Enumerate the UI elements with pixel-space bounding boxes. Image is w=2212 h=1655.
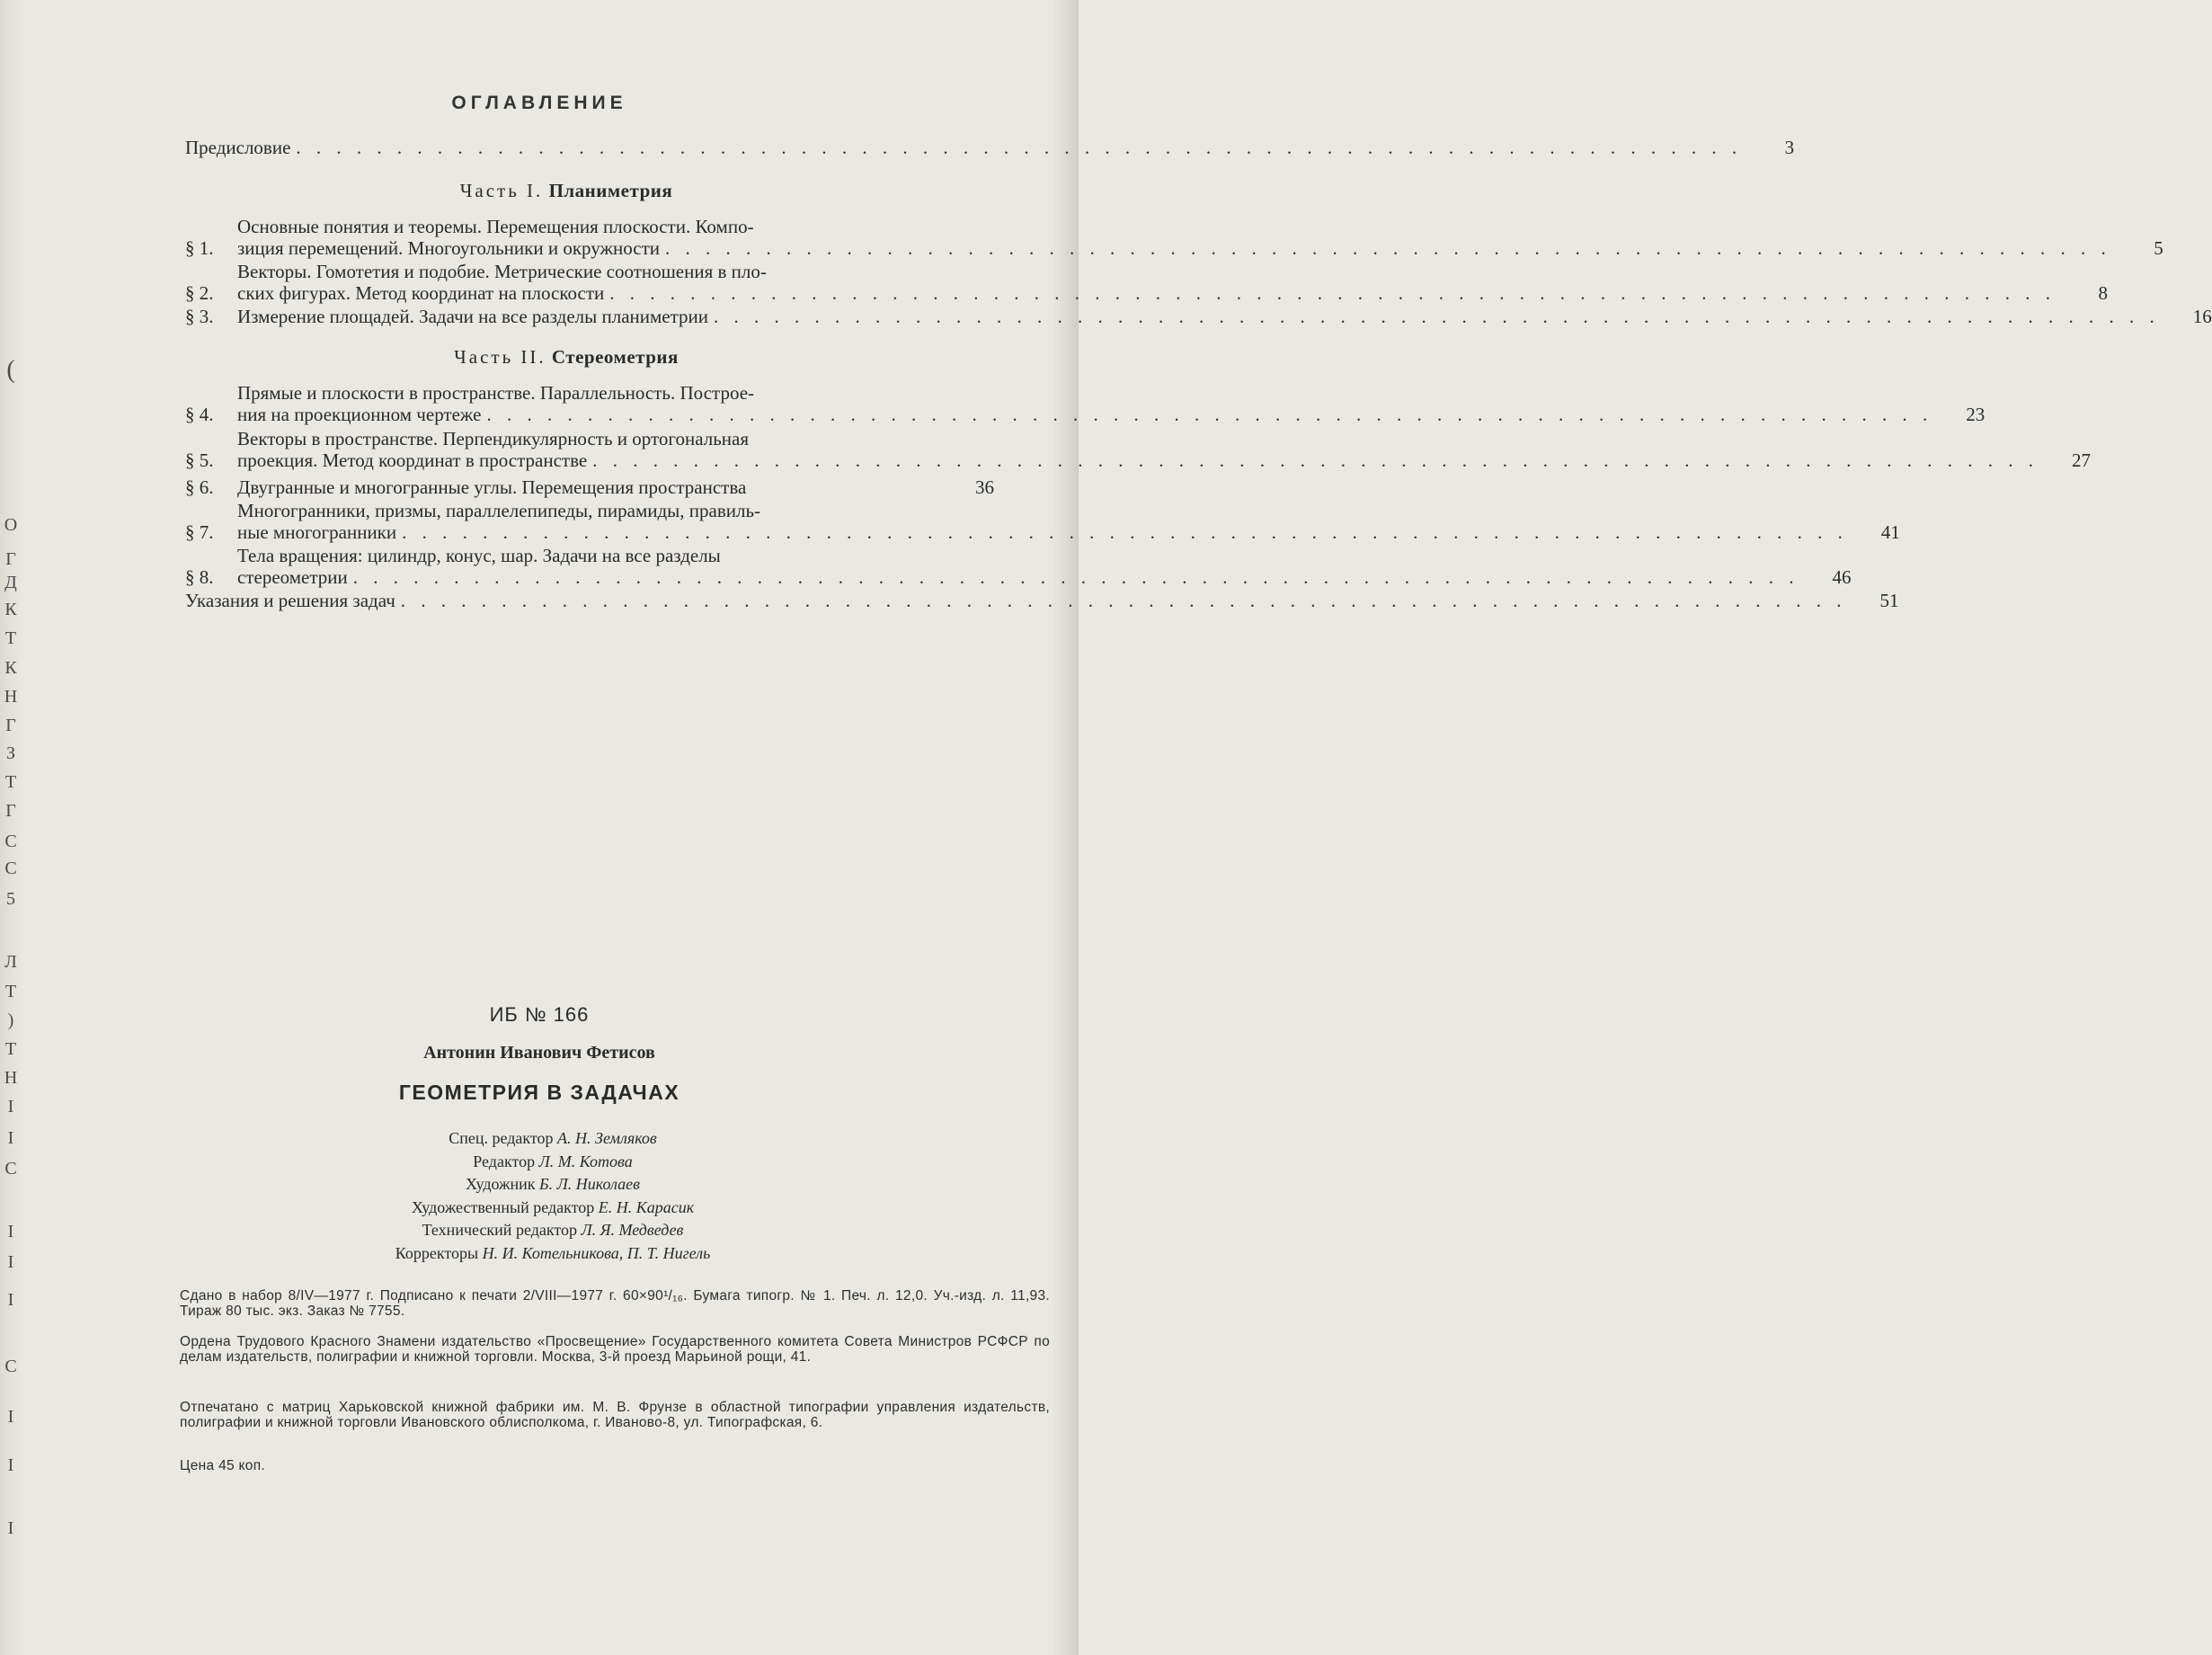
credit-role: Художественный редактор <box>411 1197 595 1216</box>
page-number: 51 <box>1879 590 1899 611</box>
margin-char: Т <box>4 1039 17 1059</box>
toc-entry-line: Многогранники, призмы, параллелепипеды, пирамиды, правиль- <box>237 500 761 521</box>
page-number: 27 <box>2071 449 2091 471</box>
section-number: § 8. <box>185 566 214 588</box>
toc-entry <box>185 428 2091 471</box>
margin-char: І <box>7 1290 14 1310</box>
margin-char: Л <box>4 952 17 972</box>
page-number: 46 <box>1832 566 1852 588</box>
credit-name: Л. Я. Медведев <box>581 1221 684 1239</box>
toc-entry-line: зиция перемещений. Многоугольники и окружности <box>237 237 660 259</box>
leader-dots <box>296 137 1742 158</box>
margin-char: С <box>4 1357 17 1376</box>
margin-char: Т <box>4 628 17 648</box>
credit-line <box>0 1127 1106 1151</box>
credit-role: Редактор <box>473 1152 536 1170</box>
credits-list <box>0 1127 1106 1265</box>
margin-char: О <box>4 515 18 535</box>
toc-entry-line: ния на проекционном чертеже <box>237 404 482 425</box>
credit-name: А. Н. Земляков <box>557 1129 657 1147</box>
book-title: ГЕОМЕТРИЯ В ЗАДАЧАХ <box>398 1081 680 1104</box>
toc-entry-line: ских фигурах. Метод координат на плоскости <box>237 282 605 304</box>
toc-entry <box>185 545 1852 588</box>
section-number: § 2. <box>185 282 214 304</box>
margin-char: Н <box>4 1068 18 1088</box>
page-number: 8 <box>2098 282 2108 304</box>
toc-entry-line: Основные понятия и теоремы. Перемещения плоскости. Компо- <box>237 216 754 237</box>
leader-dots <box>486 404 1932 425</box>
toc-entry-line: Векторы. Гомотетия и подобие. Метрические соотношения в пло- <box>237 261 767 282</box>
page-number: 5 <box>2154 237 2163 259</box>
credit-line <box>0 1219 1106 1242</box>
credit-role: Спец. редактор <box>449 1129 554 1147</box>
margin-char: К <box>4 658 17 678</box>
part-label: Часть I. <box>459 180 544 201</box>
margin-char: I <box>7 1097 14 1117</box>
margin-char: ) <box>7 1010 14 1030</box>
toc-hints <box>185 590 1899 611</box>
margin-char: І <box>7 1252 14 1272</box>
section-number: § 1. <box>185 237 214 259</box>
page-number: 23 <box>1966 404 1985 425</box>
page-number: 36 <box>975 476 994 498</box>
leader-dots <box>714 306 2160 327</box>
toc-entry <box>185 500 1900 543</box>
margin-char: С <box>4 832 17 851</box>
section-number: § 5. <box>185 449 214 471</box>
part-heading <box>185 346 994 368</box>
toc-entry <box>185 382 1985 425</box>
part-name: Стереометрия <box>551 346 679 368</box>
credit-role: Корректоры <box>395 1243 479 1262</box>
margin-char: С <box>4 859 17 878</box>
leader-dots <box>402 521 1848 543</box>
credit-name: Н. И. Котельникова, П. Т. Нигель <box>482 1243 711 1262</box>
part-name: Планиметрия <box>548 180 673 201</box>
margin-char: ( <box>6 356 15 384</box>
page-number: 41 <box>1880 521 1900 543</box>
margin-char: Г <box>5 549 16 569</box>
credit-name: Е. Н. Карасик <box>598 1197 695 1216</box>
toc-entry <box>185 216 2163 259</box>
section-number: § 6. <box>185 476 214 498</box>
page-number: 16 <box>2192 306 2212 327</box>
toc-entry-text: Предисловие <box>185 137 291 158</box>
price: Цена 45 коп. <box>180 1458 265 1473</box>
leader-dots <box>609 282 2056 304</box>
section-number: § 4. <box>185 404 214 425</box>
toc-entry-line: Прямые и плоскости в пространстве. Параллельность. Построе- <box>237 382 755 404</box>
margin-char: І <box>7 1128 14 1148</box>
margin-char: Г <box>5 801 16 821</box>
author-name: Антонин Иванович Фетисов <box>423 1043 655 1063</box>
leader-dots <box>353 566 1799 588</box>
margin-char: І <box>7 1518 14 1538</box>
margin-char: І <box>7 1455 14 1475</box>
margin-char: Т <box>4 982 17 1001</box>
margin-char: І <box>7 1222 14 1241</box>
toc-title: ОГЛАВЛЕНИЕ <box>451 93 627 113</box>
credit-line <box>0 1173 1106 1197</box>
margin-char: Н <box>4 687 18 707</box>
toc-entry-line: ные многогранники <box>237 521 397 543</box>
credit-role: Художник <box>466 1175 536 1193</box>
toc-entry-line: стереометрии <box>237 566 348 588</box>
toc-entry-line: Векторы в пространстве. Перпендикулярность и ортогональная <box>237 428 749 449</box>
toc-entry <box>185 476 994 498</box>
toc-entry <box>185 261 2108 304</box>
printer-info: Отпечатано с матриц Харьковской книжной фабрики им. М. В. Фрунзе в областной типографии управления издательств, полиграфии и книжной торговли Ивановского облисполкома, г. Иваново-8, ул. Типографская, 6. <box>180 1400 1050 1430</box>
ib-number: ИБ № 166 <box>489 1003 590 1026</box>
leader-dots <box>401 590 1847 611</box>
margin-char: Д <box>4 573 17 592</box>
toc-entry-text: Указания и решения задач <box>185 590 395 611</box>
margin-char: З <box>5 743 16 763</box>
page-number: 3 <box>1784 137 1795 158</box>
leader-dots <box>592 449 2039 471</box>
section-number: § 7. <box>185 521 214 543</box>
toc-entry-line: Тела вращения: цилиндр, конус, шар. Задачи на все разделы <box>237 545 721 566</box>
margin-char: С <box>4 1159 17 1179</box>
credit-name: Б. Л. Николаев <box>538 1175 640 1193</box>
leader-dots <box>665 237 2111 259</box>
section-number: § 3. <box>185 306 214 327</box>
toc-entry-line: проекция. Метод координат в пространстве <box>237 449 588 471</box>
margin-char: К <box>4 600 17 619</box>
publisher-info: Ордена Трудового Красного Знамени издательство «Просвещение» Государственного комитета Совета Министров РСФСР по делам издательств, полиграфии и книжной торговли. Москва, 3-й проезд Марьиной рощи, 41. <box>180 1334 1050 1365</box>
credit-name: Л. М. Котова <box>538 1152 633 1170</box>
credit-line <box>0 1242 1106 1266</box>
toc-preface <box>185 137 1795 158</box>
toc-entry-line: Двугранные и многогранные углы. Перемещения пространства <box>237 476 747 498</box>
part-heading <box>185 180 994 201</box>
toc-entry-line: Измерение площадей. Задачи на все разделы планиметрии <box>237 306 709 327</box>
part-label: Часть II. <box>454 346 546 368</box>
credit-role: Технический редактор <box>422 1221 577 1239</box>
credit-line <box>0 1151 1106 1174</box>
margin-char: Т <box>4 772 17 792</box>
margin-char: Г <box>5 716 16 735</box>
credit-line <box>0 1197 1106 1220</box>
margin-char: І <box>7 1407 14 1427</box>
margin-char: 5 <box>6 889 15 909</box>
toc-entry <box>185 306 2212 327</box>
print-info: Сдано в набор 8/IV—1977 г. Подписано к печати 2/VIII—1977 г. 60×90¹/₁₆. Бумага типогр. № 1. Печ. л. 12,0. Уч.-изд. л. 11,93. Тираж 80 тыс. экз. Заказ № 7755. <box>180 1288 1050 1319</box>
